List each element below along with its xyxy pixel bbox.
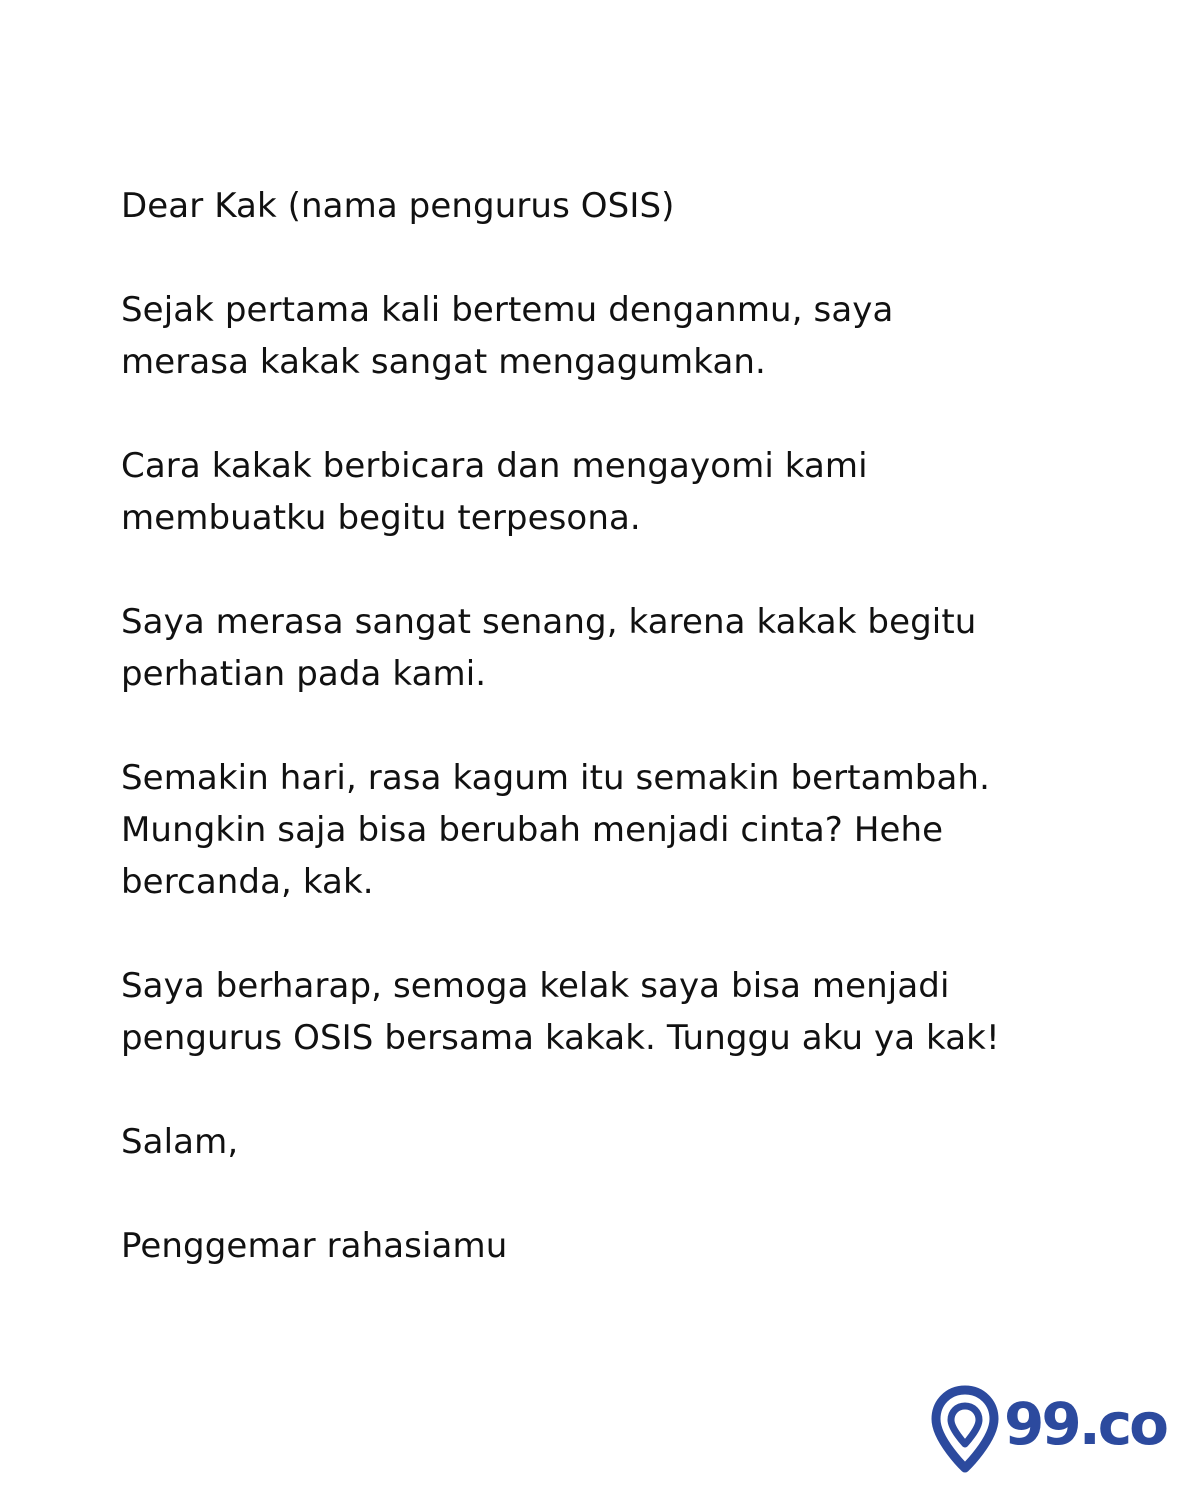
- brand-logo: [930, 1384, 1166, 1474]
- paragraph-2: Cara kakak berbicara dan mengayomi kami membuatku begitu terpesona.: [121, 446, 868, 538]
- greeting: Dear Kak (nama pengurus OSIS): [121, 186, 675, 226]
- paragraph-3: Saya merasa sangat senang, karena kakak begitu perhatian pada kami.: [121, 602, 977, 694]
- brand-name: 99.co: [1004, 1390, 1166, 1458]
- paragraph-5: Saya berharap, semoga kelak saya bisa menjadi pengurus OSIS bersama kakak. Tunggu aku ya kak!: [121, 966, 1000, 1058]
- closing: Salam,: [121, 1122, 239, 1162]
- paragraph-1: Sejak pertama kali bertemu denganmu, saya merasa kakak sangat mengagumkan.: [121, 290, 894, 382]
- location-pin-icon: [930, 1384, 1000, 1474]
- paragraph-4: Semakin hari, rasa kagum itu semakin bertambah. Mungkin saja bisa berubah menjadi cinta? Hehe bercanda, kak.: [121, 758, 990, 902]
- signature: Penggemar rahasiamu: [121, 1226, 508, 1266]
- letter-body: [121, 180, 1101, 1324]
